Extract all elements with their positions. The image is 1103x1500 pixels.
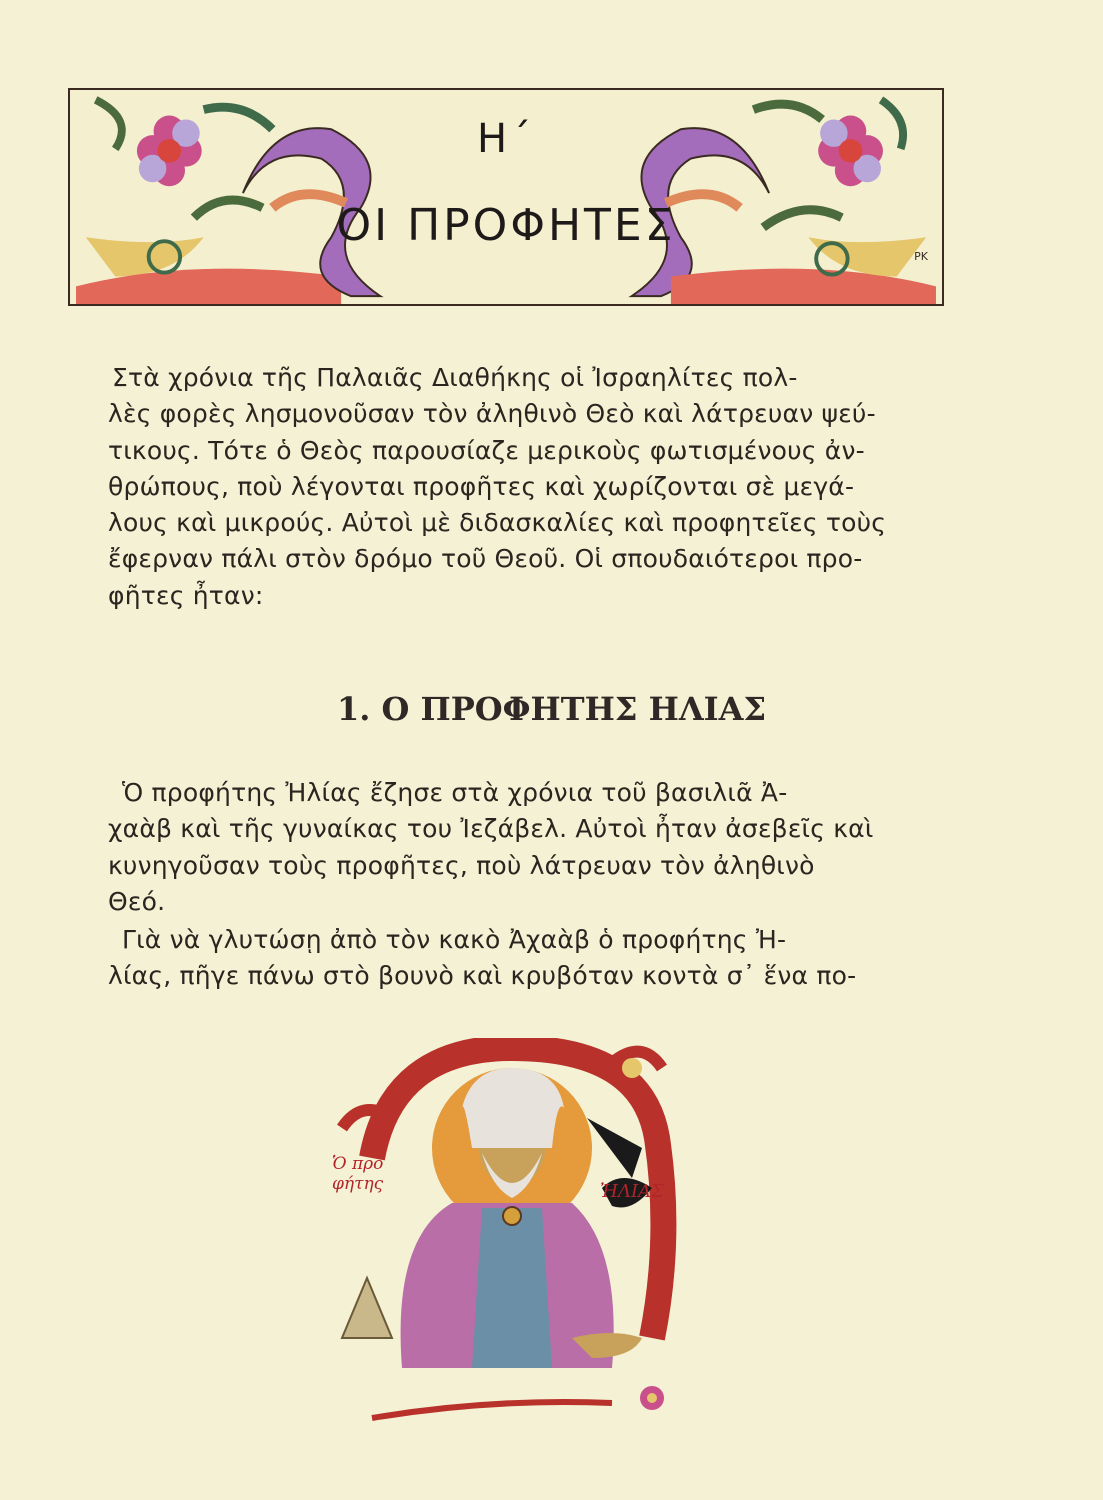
paragraph-line: Θεό. xyxy=(108,886,166,916)
section-paragraph-2 xyxy=(108,922,948,995)
chapter-banner xyxy=(68,88,944,306)
intro-line: τικους. Τότε ὁ Θεὸς παρουσίαζε μερικοὺς φωτισμένους ἀν- xyxy=(108,435,865,465)
intro-paragraph xyxy=(108,360,948,614)
intro-line: λὲς φορὲς λησμονοῦσαν τὸν ἀληθινὸ Θεὸ καὶ λάτρευαν ψεύ- xyxy=(108,399,876,429)
paragraph-line: Ὁ προφήτης Ἠλίας ἔζησε στὰ χρόνια τοῦ βασιλιᾶ Ἀ- xyxy=(122,778,788,807)
section-heading: 1. Ο ΠΡΟΦΗΤΗΣ ΗΛΙΑΣ xyxy=(336,690,767,728)
intro-line: Στὰ χρόνια τῆς Παλαιᾶς Διαθήκης οἱ Ἰσραηλίτες πολ- xyxy=(112,363,798,392)
paragraph-line: χαὰβ καὶ τῆς γυναίκας του Ἰεζάβελ. Αὐτοὶ ἦταν ἀσεβεῖς καὶ xyxy=(108,814,874,844)
icon-caption-left xyxy=(332,1154,383,1194)
paragraph-line: Γιὰ νὰ γλυτώσῃ ἀπὸ τὸν κακὸ Ἀχαὰβ ὁ προφήτης Ἠ- xyxy=(122,925,787,954)
prophet-elijah-illustration xyxy=(312,1038,702,1438)
caption-line: φήτης xyxy=(332,1174,384,1194)
intro-line: ἔφερναν πάλι στὸν δρόμο τοῦ Θεοῦ. Οἱ σπουδαιότεροι προ- xyxy=(108,544,863,574)
caption-line: Ὁ προ xyxy=(332,1154,384,1174)
intro-line: φῆτες ἦταν: xyxy=(108,580,264,610)
chapter-title: ΟΙ ΠΡΟΦΗΤΕΣ xyxy=(336,200,676,251)
section-paragraph-1 xyxy=(108,775,948,920)
paragraph-line: λίας, πῆγε πάνω στὸ βουνὸ καὶ κρυβόταν κοντὰ σ᾽ ἕνα πο- xyxy=(108,961,857,991)
intro-line: θρώπους, ποὺ λέγονται προφῆτες καὶ χωρίζονται σὲ μεγά- xyxy=(108,471,855,501)
icon-caption-right: ἨΛΙΑΣ xyxy=(600,1181,664,1202)
chapter-number: Η΄ xyxy=(476,116,536,162)
paragraph-line: κυνηγοῦσαν τοὺς προφῆτες, ποὺ λάτρευαν τὸν ἀληθινὸ xyxy=(108,850,815,880)
artist-signature: ΡΚ xyxy=(914,250,928,263)
intro-line: λους καὶ μικρούς. Αὐτοὶ μὲ διδασκαλίες καὶ προφητεῖες τοὺς xyxy=(108,508,887,538)
